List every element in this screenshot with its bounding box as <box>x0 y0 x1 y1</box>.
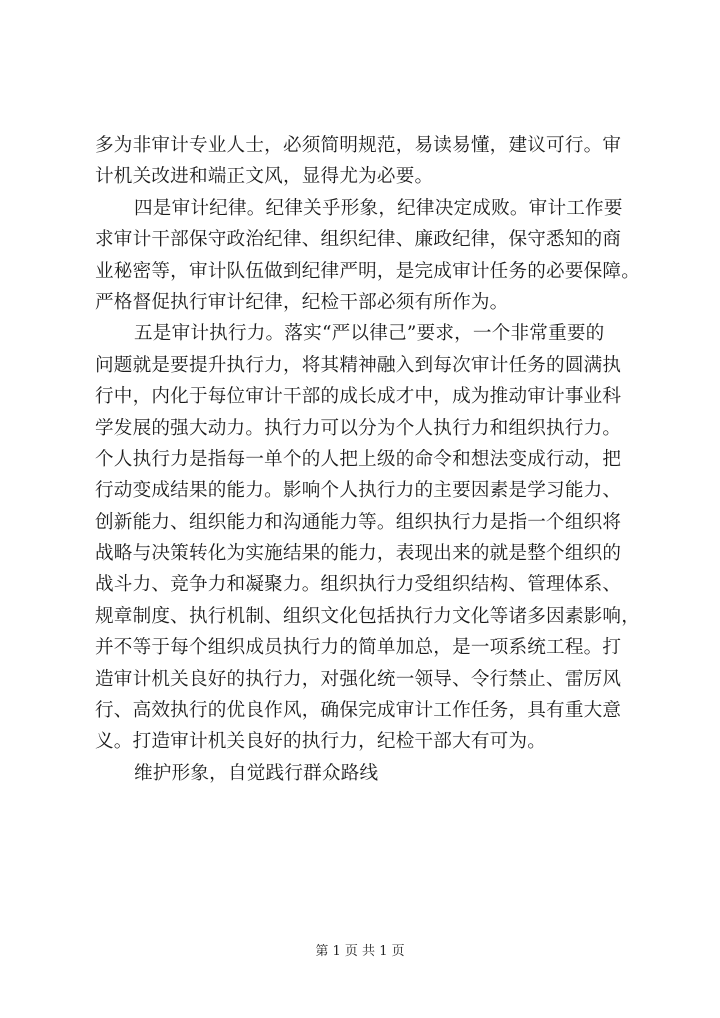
text-line: 行中，内化于每位审计干部的成长成才中，成为推动审计事业科 <box>95 386 622 408</box>
text-line: 严格督促执行审计纪律，纪检干部必须有所作为。 <box>95 291 509 313</box>
text-line: 行、高效执行的优良作风，确保完成审计工作任务，具有重大意 <box>95 700 622 722</box>
page-footer: 第 1 页 共 1 页 <box>315 944 405 959</box>
text-line: 学发展的强大动力。执行力可以分为个人执行力和组织执行力。 <box>95 417 622 439</box>
text-line: 战略与决策转化为实施结果的能力，表现出来的就是整个组织的 <box>95 543 622 565</box>
text-line: 规章制度、执行机制、组织文化包括执行力文化等诸多因素影响， <box>95 605 641 627</box>
text-line: 并不等于每个组织成员执行力的简单加总，是一项系统工程。打 <box>95 637 622 659</box>
text-line: 创新能力、组织能力和沟通能力等。组织执行力是指一个组织将 <box>95 511 622 533</box>
text-line: 四是审计纪律。纪律关乎形象，纪律决定成败。审计工作要 <box>134 197 623 219</box>
text-line: 多为非审计专业人士，必须简明规范，易读易懂，建议可行。审 <box>95 135 622 156</box>
text-line: 问题就是要提升执行力，将其精神融入到每次审计任务的圆满执 <box>95 354 622 376</box>
text-line: 战斗力、竞争力和凝聚力。组织执行力受组织结构、管理体系、 <box>95 574 622 596</box>
text-line: 义。打造审计机关良好的执行力，纪检干部大有可为。 <box>95 731 547 753</box>
text-line: 维护形象，自觉践行群众路线 <box>134 762 379 784</box>
text-line: 五是审计执行力。落实“严以律己”要求，一个非常重要的 <box>134 323 605 345</box>
text-line: 计机关改进和端正文风，显得尤为必要。 <box>95 166 434 188</box>
text-line: 业秘密等，审计队伍做到纪律严明，是完成审计任务的必要保障。 <box>95 260 641 282</box>
text-line: 求审计干部保守政治纪律、组织纪律、廉政纪律，保守悉知的商 <box>95 229 622 251</box>
text-line: 个人执行力是指每一单个的人把上级的命令和想法变成行动，把 <box>95 448 622 470</box>
body-text <box>95 130 640 789</box>
text-line: 造审计机关良好的执行力，对强化统一领导、令行禁止、雷厉风 <box>95 668 622 690</box>
text-line: 行动变成结果的能力。影响个人执行力的主要因素是学习能力、 <box>95 480 622 502</box>
